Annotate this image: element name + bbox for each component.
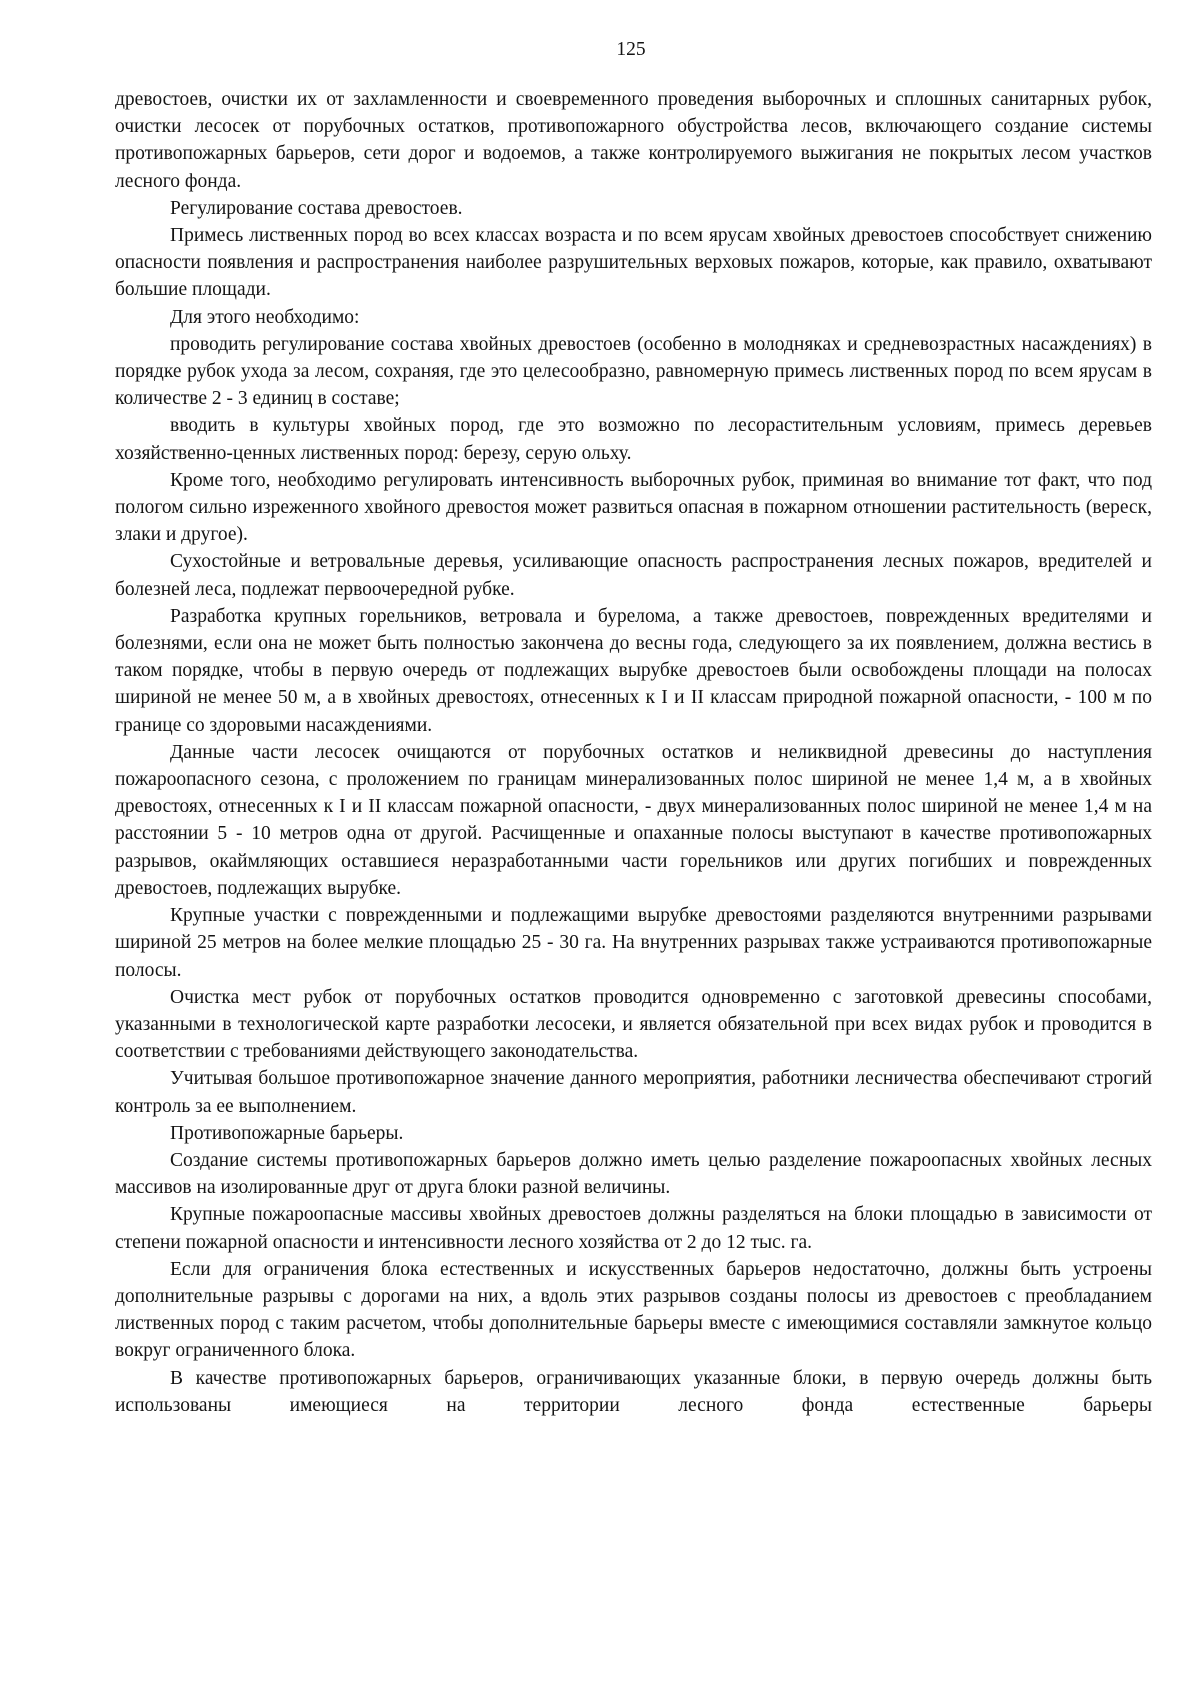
paragraph: Регулирование состава древостоев. (170, 197, 463, 219)
text-body (115, 86, 1152, 1419)
paragraph: вводить в культуры хвойных пород, где это возможно по лесорастительным условиям, примесь деревьев хозяйственно-ценных лиственных пород: березу, серую ольху. (115, 415, 1152, 464)
paragraph: В качестве противопожарных барьеров, ограничивающих указанные блоки, в первую очередь должны быть использованы имеющиеся на территории лесного фонда естественные барьеры (115, 1367, 1152, 1416)
paragraph: Учитывая большое противопожарное значение данного мероприятия, работники лесничества обеспечивают строгий контроль за ее выполнением. (115, 1068, 1152, 1117)
paragraph: Примесь лиственных пород во всех классах возраста и по всем ярусам хвойных древостоев способствует снижению опасности появления и распространения наиболее разрушительных верховых пожаров, которые, как правило, охватывают большие площади. (115, 225, 1152, 301)
paragraph: Крупные пожароопасные массивы хвойных древостоев должны разделяться на блоки площадью в зависимости от степени пожарной опасности и интенсивности лесного хозяйства от 2 до 12 тыс. га. (115, 1204, 1152, 1253)
paragraph: Создание системы противопожарных барьеров должно иметь целью разделение пожароопасных хвойных лесных массивов на изолированные друг от друга блоки разной величины. (115, 1149, 1152, 1199)
paragraph: Сухостойные и ветровальные деревья, усиливающие опасность распространения лесных пожаров, вредителей и болезней леса, подлежат первоочередной рубке. (115, 551, 1152, 600)
paragraph: Если для ограничения блока естественных и искусственных барьеров недостаточно, должны быть устроены дополнительные разрывы с дорогами на них, а вдоль этих разрывов созданы полосы из древостоев с преобладанием лиственных пород с таким расчетом, чтобы дополнительные барьеры вместе с имеющимися составляли замкнутое кольцо вокруг ограниченного блока. (115, 1258, 1152, 1362)
paragraph: Данные части лесосек очищаются от порубочных остатков и неликвидной древесины до наступления пожароопасного сезона, с проложением по границам минерализованных полос шириной не менее 1,4 м, а в хвойных древостоях, отнесенных к I и II классам пожарной опасности, - двух минерализованных полос шириной не менее 1,4 м на расстоянии 5 - 10 метров одна от другой. Расчищенные и опаханные полосы выступают в качестве противопожарных разрывов, окаймляющих оставшиеся неразработанными части горельников или других погибших и поврежденных древостоев, подлежащих вырубке. (115, 741, 1152, 899)
paragraph: древостоев, очистки их от захламленности и своевременного проведения выборочных и сплошных санитарных рубок, очистки лесосек от порубочных остатков, противопожарного обустройства лесов, включающего создание системы противопожарных барьеров, сети дорог и водоемов, а также контролируемого выжигания не покрытых лесом участков лесного фонда. (115, 89, 1152, 192)
page-number: 125 (616, 39, 646, 60)
paragraph: Очистка мест рубок от порубочных остатков проводится одновременно с заготовкой древесины способами, указанными в технологической карте разработки лесосеки, и является обязательной при всех видах рубок и проводится в соответствии с требованиями действующего законодательства. (115, 986, 1152, 1063)
paragraph: проводить регулирование состава хвойных древостоев (особенно в молодняках и средневозрастных насаждениях) в порядке рубок ухода за лесом, сохраняя, где это целесообразно, равномерную примесь лиственных пород по всем ярусам в количестве 2 - 3 единиц в составе; (115, 333, 1152, 410)
paragraph: Разработка крупных горельников, ветровала и бурелома, а также древостоев, поврежденных вредителями и болезнями, если она не может быть полностью закончена до весны года, следующего за их появлением, должна вестись в таком порядке, чтобы в первую очередь от подлежащих вырубке древостоев были освобождены площади на полосах шириной не менее 50 м, а в хвойных древостоях, отнесенных к I и II классам природной пожарной опасности, - 100 м по границе со здоровыми насаждениями. (115, 605, 1152, 736)
paragraph: Противопожарные барьеры. (170, 1122, 404, 1144)
paragraph: Кроме того, необходимо регулировать интенсивность выборочных рубок, приминая во внимание тот факт, что под пологом сильно изреженного хвойного древостоя может развиться опасная в пожарном отношении растительность (вереск, злаки и другое). (115, 469, 1152, 546)
paragraph: Для этого необходимо: (170, 306, 360, 328)
paragraph: Крупные участки с поврежденными и подлежащими вырубке древостоями разделяются внутренними разрывами шириной 25 метров на более мелкие площадью 25 - 30 га. На внутренних разрывах также устраиваются противопожарные полосы. (115, 905, 1152, 981)
